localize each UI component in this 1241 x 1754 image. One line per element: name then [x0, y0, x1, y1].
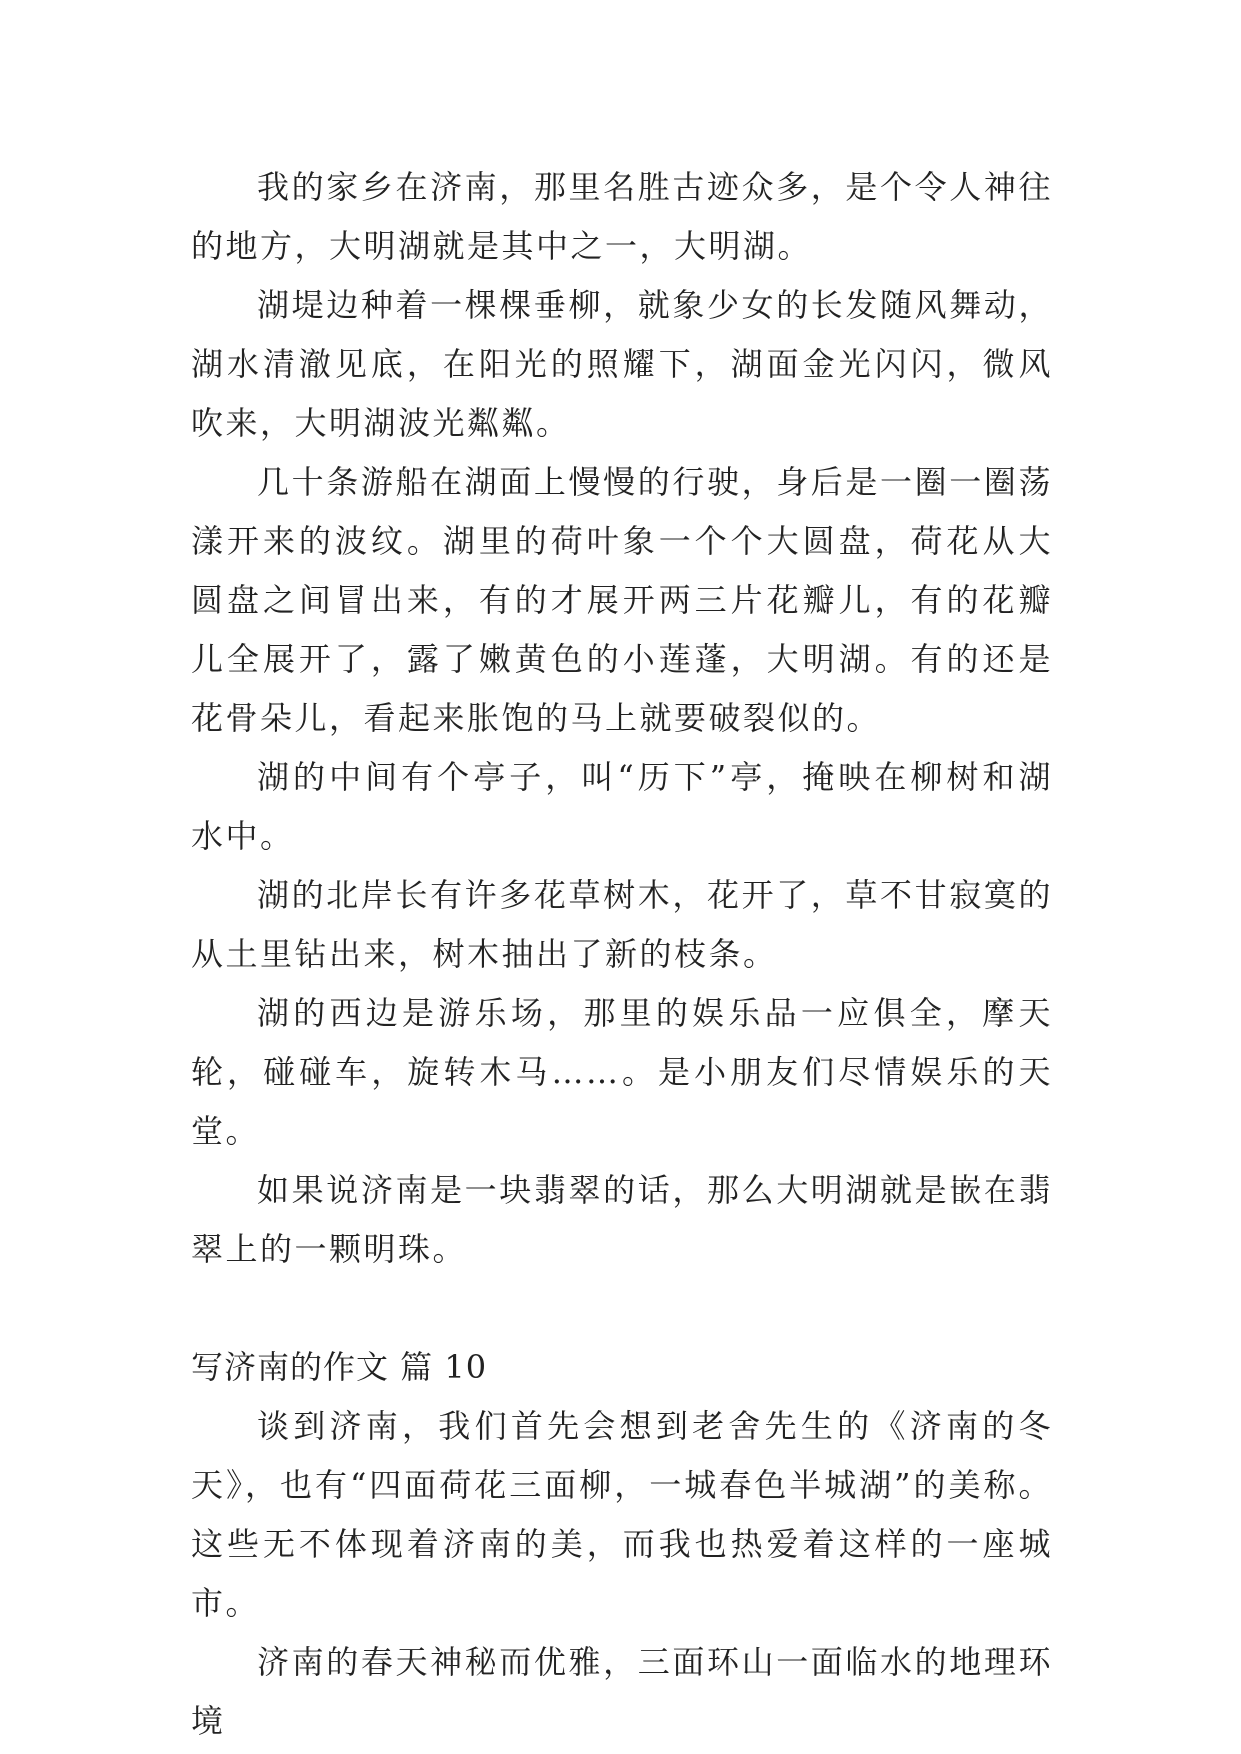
paragraph: 湖的西边是游乐场，那里的娱乐品一应俱全，摩天轮，碰碰车，旋转木马……。是小朋友们尽情娱乐的天堂。: [191, 994, 1053, 1150]
paragraph: 我的家乡在济南，那里名胜古迹众多，是个令人神往的地方，大明湖就是其中之一，大明湖。: [191, 168, 1053, 265]
paragraph: 谈到济南，我们首先会想到老舍先生的《济南的冬天》，也有“四面荷花三面柳，一城春色半城湖”的美称。这些无不体现着济南的美，而我也热爱着这样的一座城市。: [191, 1407, 1053, 1622]
paragraph: 湖的中间有个亭子，叫“历下”亭，掩映在柳树和湖水中。: [191, 758, 1053, 855]
paragraph: 济南的春天神秘而优雅，三面环山一面临水的地理环境: [191, 1643, 1053, 1740]
paragraph: 湖堤边种着一棵棵垂柳，就象少女的长发随风舞动，湖水清澈见底，在阳光的照耀下，湖面金光闪闪，微风吹来，大明湖波光粼粼。: [191, 286, 1053, 442]
paragraph: 湖的北岸长有许多花草树木，花开了，草不甘寂寞的从土里钻出来，树木抽出了新的枝条。: [191, 876, 1053, 973]
paragraph: 如果说济南是一块翡翠的话，那么大明湖就是嵌在翡翠上的一颗明珠。: [191, 1171, 1053, 1268]
document-body: [191, 158, 1053, 1751]
section-title: 写济南的作文 篇 10: [191, 1348, 488, 1386]
paragraph: 几十条游船在湖面上慢慢的行驶，身后是一圈一圈荡漾开来的波纹。湖里的荷叶象一个个大圆盘，荷花从大圆盘之间冒出来，有的才展开两三片花瓣儿，有的花瓣儿全展开了，露了嫩黄色的小莲蓬，大明湖。有的还是花骨朵儿，看起来胀饱的马上就要破裂似的。: [191, 463, 1053, 737]
